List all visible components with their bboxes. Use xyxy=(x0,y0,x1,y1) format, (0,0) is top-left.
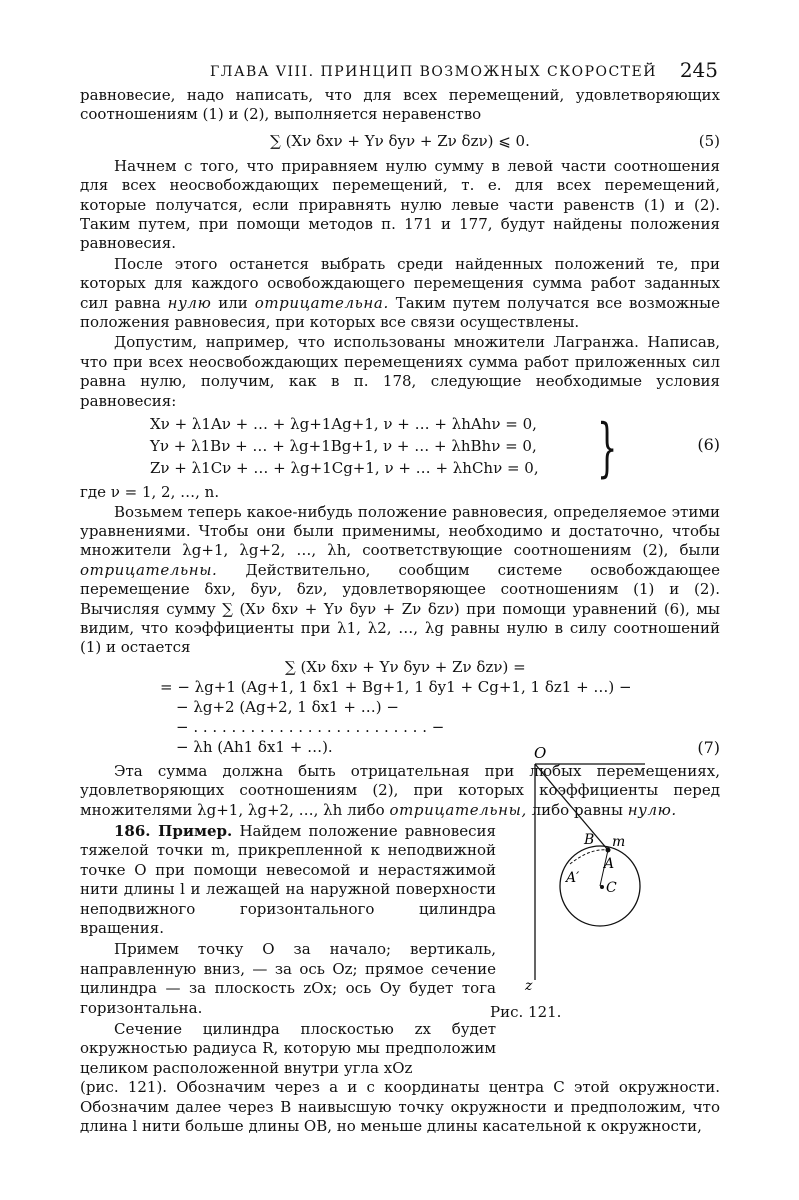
equation-6-number: (6) xyxy=(697,435,720,455)
label-c: C xyxy=(606,880,617,896)
equation-6 xyxy=(80,411,720,486)
paragraph-1: равновесие, надо написать, что для всех перемещений, удовлетворяющих соотношениям (1) и (2), выполняется неравенство xyxy=(80,86,720,124)
p3-text-c: или xyxy=(211,293,255,312)
section-heading: 186. Пример. xyxy=(114,821,233,840)
p3-emph-negative: отрицательна. xyxy=(254,293,389,312)
paragraph-5 xyxy=(80,503,720,658)
p6-text-c: либо равны xyxy=(526,800,628,819)
p6-emph-negative: отрицательны, xyxy=(389,800,527,819)
paragraph-4: Допустим, например, что использованы множители Лагранжа. Написав, что при всех неосвобождающих перемещениях сумма работ приложенных сил равна нулю, получим, как в п. 178, следующие необходимые условия равновесия: xyxy=(80,333,720,410)
paragraph-9: Сечение цилиндра плоскостью zx будет окружностью радиуса R, которую мы предположим целиком расположенной внутри угла xOz xyxy=(80,1020,496,1077)
label-m: m xyxy=(612,834,626,850)
figure-121 xyxy=(430,740,645,1020)
equation-7-line-3: − λg+2 (Ag+2, 1 δx1 + …) − xyxy=(176,697,399,716)
p3-text-a: После этого останется выбрать среди найденных положений те, при которых для каждого освобождающего перемещения сумма работ заданных сил равна xyxy=(80,254,720,312)
brace: } xyxy=(597,411,618,486)
equation-6-line-1: Xν + λ1Aν + … + λg+1Ag+1, ν + … + λhAhν = 0, xyxy=(150,415,537,434)
label-a: A xyxy=(604,856,615,872)
paragraph-10: (рис. 121). Обозначим через a и c координаты центра C этой окружности. Обозначим далее через B наивысшую точку окружности и предположим, что длина l нити больше длины OB, но меньше длины касательной к окружности, xyxy=(80,1078,720,1136)
p5-text-c: Действительно, сообщим системе освобождающее перемещение δxν, δyν, δzν, удовлетворяющее соотношениям (1) и (2). Вычисляя сумму ∑ (Xν δxν + Yν δyν + Zν δzν) при помощи уравнений (6), мы видим, что коэффициенты при λ1, λ2, …, λg равны нулю в силу соотношений (1) и остается xyxy=(80,560,720,657)
label-a-prime: A′ xyxy=(566,870,580,886)
paragraph-3 xyxy=(80,255,720,333)
where-clause: где ν = 1, 2, …, n. xyxy=(80,483,220,502)
label-z: z xyxy=(525,978,533,994)
p3-text-e: Таким путем получатся все возможные положения равновесия, при которых все связи осуществлены. xyxy=(80,293,720,332)
page-number: 245 xyxy=(679,58,718,82)
p6-text-a: Эта сумма должна быть отрицательная при любых перемещениях, удовлетворяющих соотношениям (2), при которых коэффициенты перед множителями λg+1, λg+2, …, λh либо xyxy=(80,761,720,819)
equation-7-number: (7) xyxy=(697,737,720,757)
figure-caption: Рис. 121. xyxy=(490,1003,562,1021)
point-c xyxy=(600,885,604,889)
equation-7-line-4: − . . . . . . . . . . . . . . . . . . . . . . . . . − xyxy=(176,717,445,736)
paragraph-8: Примем точку O за начало; вертикаль, направленную вниз, — за ось Oz; прямое сечение цилиндра — за плоскость zOx; ось Oy будет тога горизонтальна. xyxy=(80,940,496,1017)
p5-emph-negative: отрицательны. xyxy=(80,560,218,579)
label-o: O xyxy=(534,744,547,762)
thread-line xyxy=(535,764,608,850)
running-header xyxy=(80,50,720,86)
equation-6-line-2: Yν + λ1Bν + … + λg+1Bg+1, ν + … + λhBhν = 0, xyxy=(150,437,537,456)
p5-text-a: Возьмем теперь какое-нибудь положение равновесия, определяемое этими уравнениями. Чтобы они были применимы, необходимо и достаточно, чтобы множители λg+1, λg+2, …, λh, соответствующие соотношениям (2), были xyxy=(80,502,720,560)
p6-emph-zero: нулю. xyxy=(627,800,677,819)
paragraph-2: Начнем с того, что приравняем нулю сумму в левой части соотношения для всех неосвобождающих перемещений, т. е. для всех перемещений, которые получатся, если приравнять нулю левые части равенств (1) и (2). Таким путем, при помощи методов п. 171 и 177, будут найдены положения равновесия. xyxy=(80,156,720,253)
point-m xyxy=(606,848,611,853)
equation-5-number: (5) xyxy=(698,131,720,150)
p7-text: Найдем положение равновесия тяжелой точки m, прикрепленной к неподвижной точке O при помощи невесомой и нерастяжимой нити длины l и лежащей на наружной поверхности неподвижного горизонтального цилиндра вращения. xyxy=(80,821,496,937)
label-b: B xyxy=(584,832,595,848)
equation-5 xyxy=(80,131,720,151)
equation-7-line-5: − λh (Ah1 δx1 + …). xyxy=(176,737,333,756)
equation-5-expr: ∑ (Xν δxν + Yν δyν + Zν δzν) ⩽ 0. xyxy=(270,131,530,150)
equation-7-line-1: ∑ (Xν δxν + Yν δyν + Zν δzν) = xyxy=(285,657,526,676)
chapter-title: ГЛАВА VIII. ПРИНЦИП ВОЗМОЖНЫХ СКОРОСТЕЙ xyxy=(210,64,657,80)
dashed-arc xyxy=(570,850,608,864)
equation-7-line-2: = − λg+1 (Ag+1, 1 δx1 + Bg+1, 1 δy1 + Cg+1, 1 δz1 + …) − xyxy=(160,677,632,696)
p3-emph-zero: нулю xyxy=(167,293,212,312)
equation-6-line-3: Zν + λ1Cν + … + λg+1Cg+1, ν + … + λhChν = 0, xyxy=(150,459,539,478)
